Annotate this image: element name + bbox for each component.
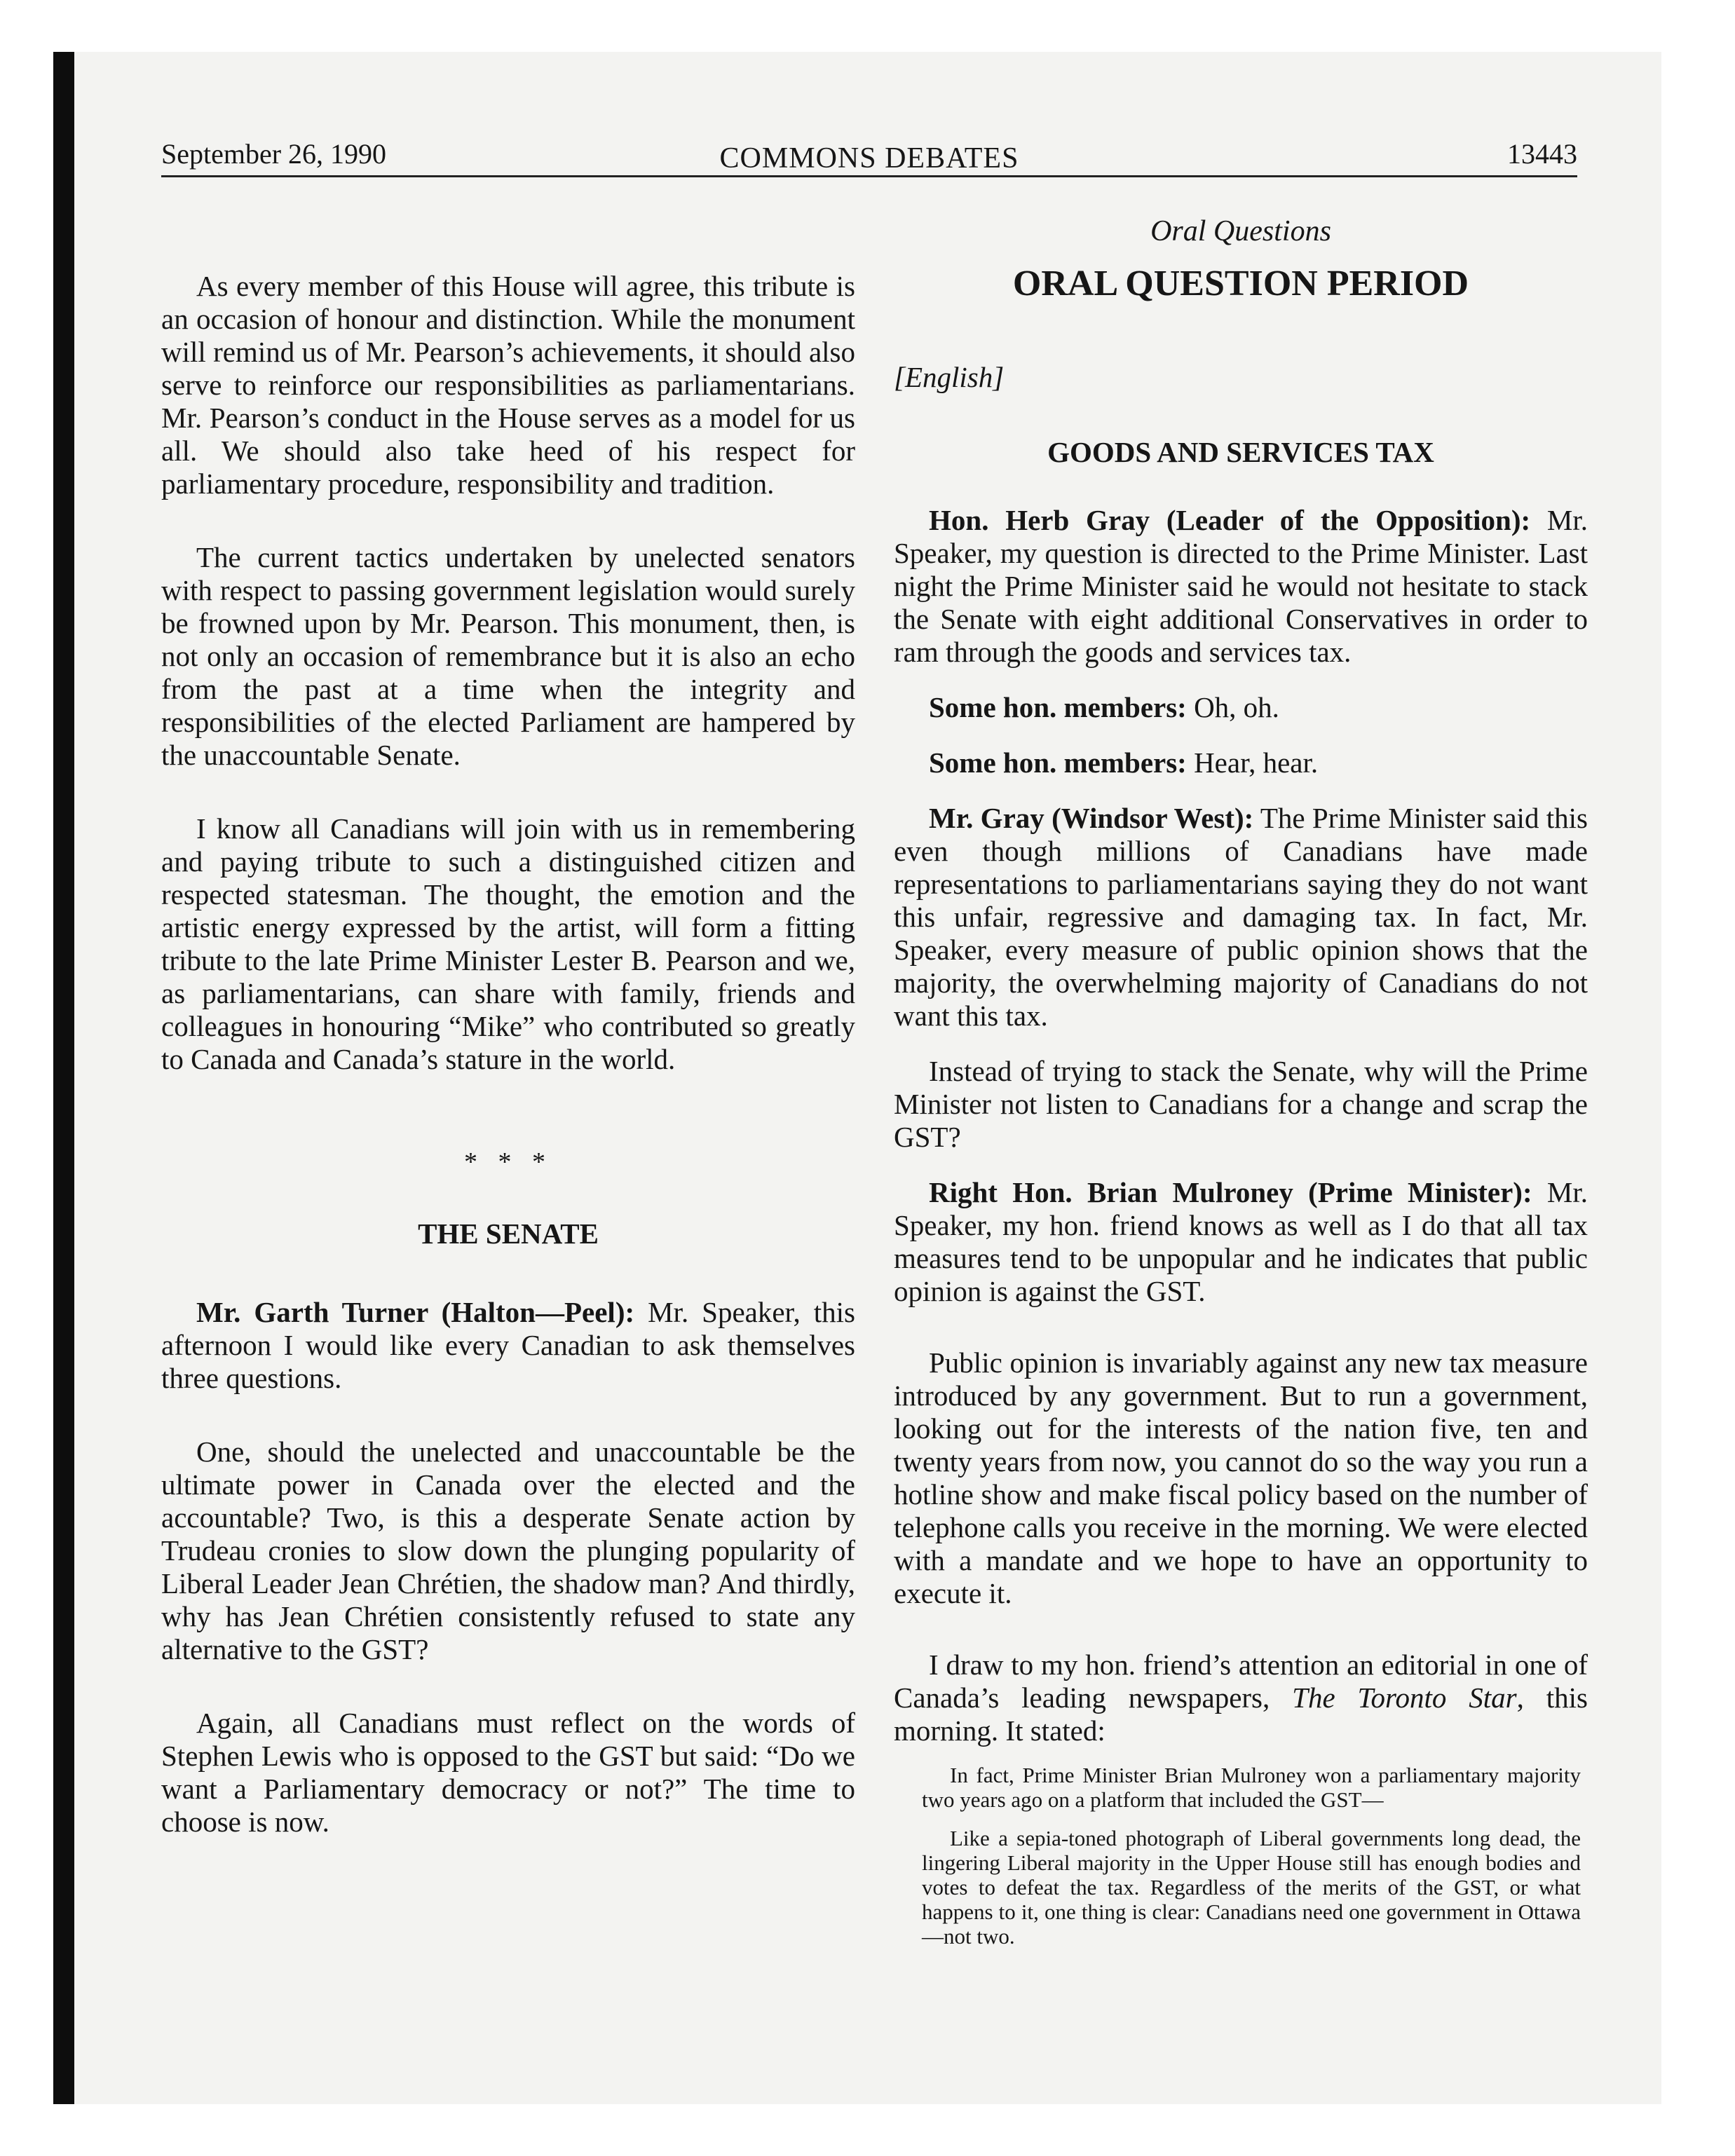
speaker-garth-turner: Mr. Garth Turner (Halton—Peel): bbox=[196, 1296, 635, 1328]
paragraph-turner-speech bbox=[161, 1296, 855, 1395]
gray-question-text: Mr. Speaker, my question is directed to the Prime Minister. Last night the Prime Minister said he would not hesitate to stack the Senate with eight additional Conservatives in order to ram through the goods and services tax. bbox=[894, 504, 1588, 668]
header-date: September 26, 1990 bbox=[161, 138, 387, 170]
speaker-some-members: Some hon. members: bbox=[929, 746, 1187, 779]
interjection-oh-text: Oh, oh. bbox=[1194, 691, 1279, 723]
speaker-herb-gray: Hon. Herb Gray (Leader of the Opposition): bbox=[929, 504, 1531, 536]
left-column bbox=[161, 203, 855, 1838]
header-journal-title: COMMONS DEBATES bbox=[719, 142, 1019, 175]
paragraph-remembering-pearson: I know all Canadians will join with us in remembering and paying tribute to such a distinguished citizen and respected statesman. The thought, the emotion and the artistic energy expressed by the artist, will form a fitting tribute to the late Prime Minister Lester B. Pearson and we, as parliamentarians, can share with family, friends and colleagues in honouring “Mike” who contributed so greatly to Canada and Canada’s stature in the world. bbox=[161, 812, 855, 1075]
running-head-oral-questions: Oral Questions bbox=[1150, 215, 1331, 247]
editorial-intro-text: I draw to my hon. friend’s attention an editorial in one of Canada’s leading newspapers, bbox=[894, 1649, 1588, 1714]
speaker-gray-windsor-west: Mr. Gray (Windsor West): bbox=[929, 802, 1254, 834]
gray-windsor-text: The Prime Minister said this even though millions of Canadians have made representations to parliamentarians saying they do not want this unfair, regressive and damaging tax. In fact, Mr. Speaker, every measure of public opinion shows that the majority, the overwhelming majority of Canadians do not want this tax. bbox=[894, 802, 1588, 1032]
paragraph-senate-tactics: The current tactics undertaken by unelected senators with respect to passing government legislation would surely be frowned upon by Mr. Pearson. This monument, then, is not only an occasion of remembrance but it is also an echo from the past at a time when the integrity and responsibilities of the elected Parliament are hampered by the unaccountable Senate. bbox=[161, 541, 855, 771]
editorial-quote-second: Like a sepia-toned photograph of Liberal governments long dead, the lingering Liberal majority in the Upper House still has enough bodies and votes to defeat the tax. Regardless of the merits of the GST, or what happens to it, one thing is clear: Canadians need one government in Ottawa—not two. bbox=[922, 1826, 1581, 1949]
paragraph-interjection-oh bbox=[894, 691, 1588, 724]
paragraph-gray-windsor bbox=[894, 802, 1588, 1032]
section-separator: * * * bbox=[464, 1147, 552, 1177]
heading-goods-and-services-tax: GOODS AND SERVICES TAX bbox=[1047, 436, 1434, 468]
editorial-quote-first: In fact, Prime Minister Brian Mulroney won a parliamentary majority two years ago on a platform that included the GST— bbox=[922, 1763, 1581, 1812]
heading-oral-question-period: ORAL QUESTION PERIOD bbox=[1012, 264, 1469, 303]
header-page-number: 13443 bbox=[1507, 138, 1577, 170]
right-column bbox=[894, 203, 1588, 1949]
paragraph-stack-senate: Instead of trying to stack the Senate, why will the Prime Minister not listen to Canadians for a change and scrap the GST? bbox=[894, 1055, 1588, 1153]
speaker-brian-mulroney: Right Hon. Brian Mulroney (Prime Minister): bbox=[929, 1176, 1532, 1208]
heading-the-senate: THE SENATE bbox=[418, 1217, 599, 1250]
language-tag: [English] bbox=[894, 361, 1005, 393]
newspaper-name: The Toronto Star bbox=[1292, 1681, 1517, 1714]
binding-edge-shadow bbox=[53, 52, 74, 2104]
paragraph-tribute-honour: As every member of this House will agree, this tribute is an occasion of honour and distinction. While the monument will remind us of Mr. Pearson’s achievements, it should also serve to reinforce our responsibilities as parliamentarians. Mr. Pearson’s conduct in the House serves as a model for us all. We should also take heed of his respect for parliamentary procedure, responsibility and tradition. bbox=[161, 270, 855, 500]
paragraph-editorial-intro bbox=[894, 1649, 1588, 1747]
header-rule bbox=[161, 175, 1577, 177]
paragraph-mulroney-answer bbox=[894, 1176, 1588, 1308]
interjection-hear-text: Hear, hear. bbox=[1194, 746, 1319, 779]
paragraph-gray-question bbox=[894, 504, 1588, 669]
turner-speech-text: Mr. Speaker, this afternoon I would like every Canadian to ask themselves three questions. bbox=[161, 1296, 855, 1394]
editorial-intro-end: , this morning. It stated: bbox=[894, 1681, 1588, 1747]
speaker-some-members: Some hon. members: bbox=[929, 691, 1187, 723]
paragraph-three-questions: One, should the unelected and unaccountable be the ultimate power in Canada over the elected and the accountable? Two, is this a desperate Senate action by Trudeau cronies to slow down the plunging popularity of Liberal Leader Jean Chrétien, the shadow man? And thirdly, why has Jean Chrétien consistently refused to state any alternative to the GST? bbox=[161, 1435, 855, 1665]
paragraph-interjection-hear bbox=[894, 746, 1588, 779]
mulroney-answer-text: Mr. Speaker, my hon. friend knows as well as I do that all tax measures tend to be unpopular and he indicates that public opinion is against the GST. bbox=[894, 1176, 1588, 1307]
page-header bbox=[161, 132, 1577, 181]
paragraph-stephen-lewis: Again, all Canadians must reflect on the words of Stephen Lewis who is opposed to the GST but said: “Do we want a Parliamentary democracy or not?” The time to choose is now. bbox=[161, 1707, 855, 1838]
paragraph-public-opinion: Public opinion is invariably against any new tax measure introduced by any government. But to run a government, looking out for the interests of the nation five, ten and twenty years from now, you cannot do so the way you run a hotline show and make fiscal policy based on the number of telephone calls you receive in the morning. We were elected with a mandate and we hope to have an opportunity to execute it. bbox=[894, 1346, 1588, 1609]
